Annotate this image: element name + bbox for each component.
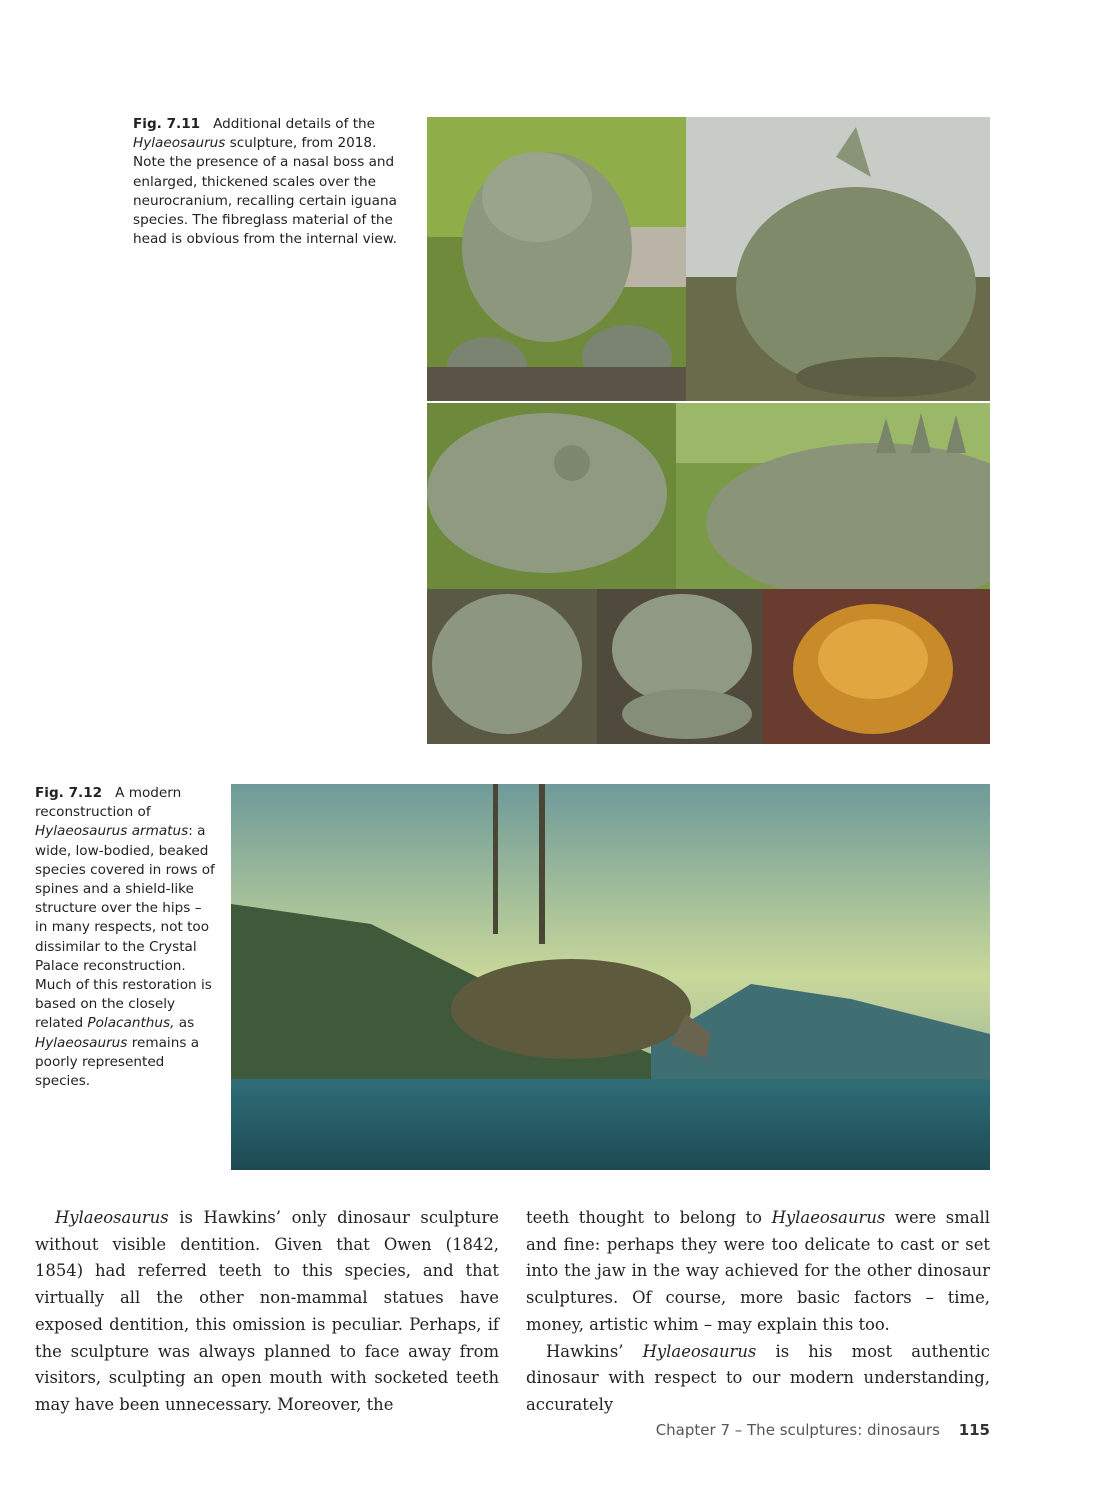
photo-spines-closeup: [676, 403, 990, 589]
paragraph: [526, 1205, 990, 1339]
caption-text: sculpture, from 2018. Note the presence of a nasal boss and enlarged, thickened scales over the neurocranium, recalling certain iguana species. The fibreglass material of the head is obvious from the internal view.: [133, 135, 397, 248]
figure-7-12-caption: [35, 784, 215, 1091]
body-text-right-column: [526, 1205, 990, 1419]
photo-leg-closeup: [427, 589, 597, 744]
figure-label: Fig. 7.11: [133, 116, 201, 132]
figure-label: Fig. 7.12: [35, 785, 103, 801]
page-footer: [656, 1421, 990, 1439]
caption-italic: Polacanthus,: [87, 1015, 175, 1032]
paragraph: [526, 1339, 990, 1419]
paragraph-text: is his most authentic dinosaur with respect to our modern understanding, accurately: [526, 1341, 990, 1414]
photo-head-closeup: [427, 403, 676, 589]
paragraph: [35, 1205, 499, 1419]
italic-text: Hylaeosaurus: [642, 1341, 757, 1361]
photo-foot-closeup: [597, 589, 763, 744]
italic-text: Hylaeosaurus: [55, 1208, 169, 1227]
paragraph-text: teeth thought to belong to: [526, 1208, 763, 1227]
caption-text: remains a poorly represented species.: [35, 1034, 200, 1090]
paragraph-text: Hawkins’: [546, 1341, 624, 1361]
photo-sculpture-front: [427, 117, 686, 401]
caption-italic: Hylaeosaurus: [35, 1034, 128, 1051]
paragraph-text: were small and fine: perhaps they were too delicate to cast or set into the jaw in the way achieved for the other dinosaur sculptures. Of course, more basic factors – time, money, artistic whim – may explain this too.: [526, 1208, 990, 1334]
caption-text: as: [178, 1015, 195, 1032]
body-text-left-column: [35, 1205, 499, 1419]
page-number: 115: [958, 1421, 990, 1439]
figure-7-11-caption: [133, 115, 408, 249]
caption-italic: Hylaeosaurus armatus: [35, 823, 189, 840]
reconstruction-painting: [231, 784, 990, 1170]
paragraph-text: is Hawkins’ only dinosaur sculpture without visible dentition. Given that Owen (1842, 1854) had referred teeth to this species, and that virtually all the other non-mammal statues have exposed dentition, this omission is peculiar. Perhaps, if the sculpture was always planned to face away from visitors, sculpting an open mouth with socketed teeth may have been unnecessary. Moreover, the: [35, 1208, 499, 1414]
caption-text: : a wide, low-bodied, beaked species covered in rows of spines and a shield-like structure over the hips – in many respects, not too dissimilar to the Crystal Palace reconstruction. Much of this restoration is based on the closely related: [35, 823, 215, 1032]
caption-text: Additional details of the: [213, 116, 375, 132]
italic-text: Hylaeosaurus: [771, 1208, 886, 1227]
photo-head-interior: [763, 589, 990, 744]
chapter-title: Chapter 7 – The sculptures: dinosaurs: [655, 1421, 940, 1439]
caption-text: A modern reconstruction of: [35, 785, 182, 821]
photo-sculpture-rear: [686, 117, 990, 401]
caption-italic: Hylaeosaurus: [133, 135, 226, 152]
